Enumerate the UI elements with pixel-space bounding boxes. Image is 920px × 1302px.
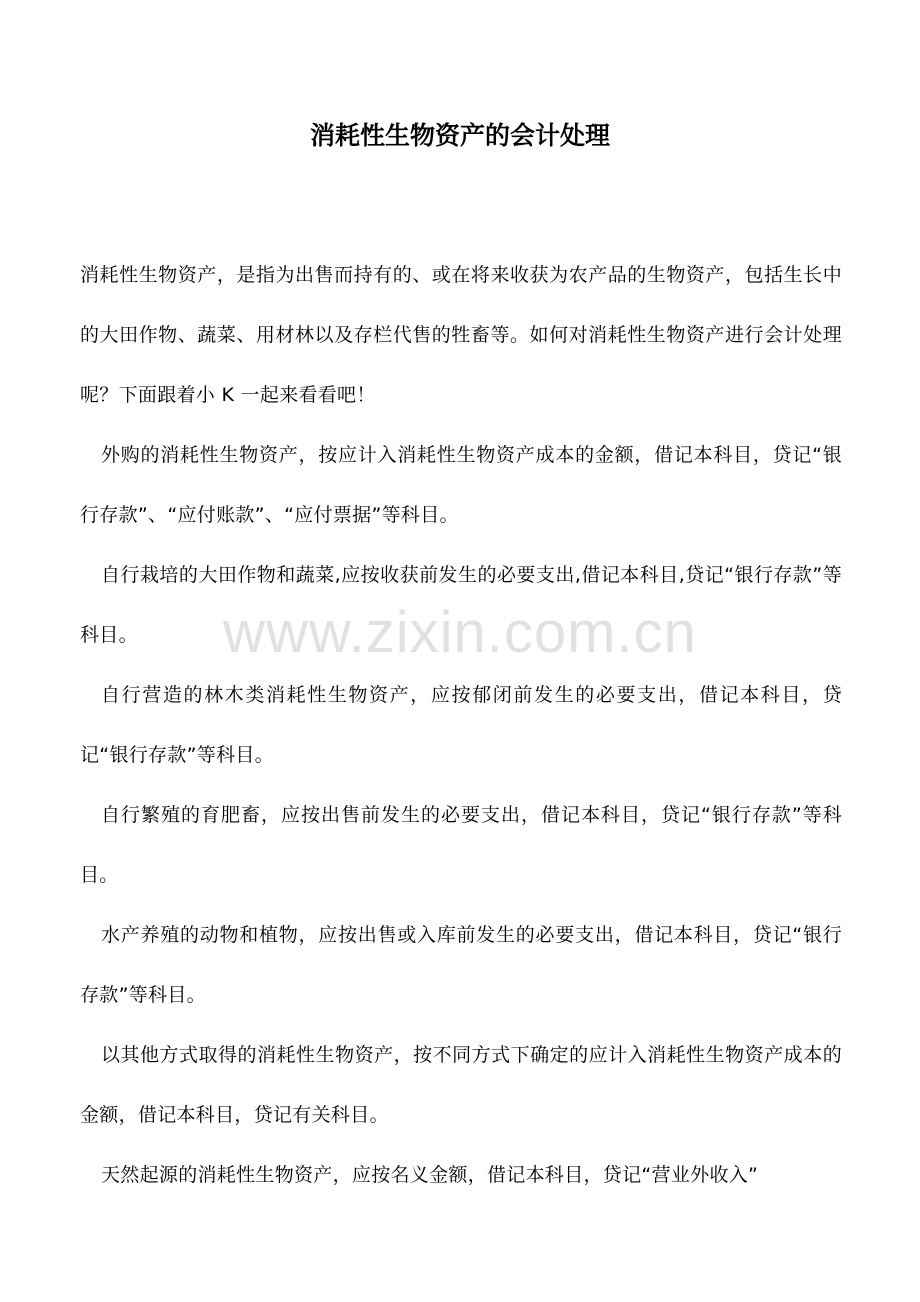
paragraph-intro: 消耗性生物资产，是指为出售而持有的、或在将来收获为农产品的生物资产，包括生长中的大田作物、蔬菜、用材林以及存栏代售的牲畜等。如何对消耗性生物资产进行会计处理呢？下面跟着小 K 一起来看看吧！ bbox=[80, 264, 842, 406]
watermark: www.zixin.com.cn bbox=[223, 600, 697, 665]
document-title: 消耗性生物资产的会计处理 bbox=[309, 121, 610, 150]
paragraph-purchased: 外购的消耗性生物资产，按应计入消耗性生物资产成本的金额，借记本科目，贷记“银行存款”、“应付账款”、“应付票据”等科目。 bbox=[80, 444, 842, 526]
paragraph-livestock: 自行繁殖的育肥畜，应按出售前发生的必要支出，借记本科目，贷记“银行存款”等科目。 bbox=[80, 804, 842, 886]
paragraph-aquaculture: 水产养殖的动物和植物，应按出售或入库前发生的必要支出，借记本科目，贷记“银行存款”等科目。 bbox=[80, 924, 842, 1006]
paragraph-natural-origin: 天然起源的消耗性生物资产，应按名义金额，借记本科目，贷记“营业外收入” bbox=[101, 1164, 759, 1186]
paragraph-other-methods: 以其他方式取得的消耗性生物资产，按不同方式下确定的应计入消耗性生物资产成本的金额，借记本科目，贷记有关科目。 bbox=[80, 1044, 842, 1126]
paragraph-crops: 自行栽培的大田作物和蔬菜,应按收获前发生的必要支出,借记本科目,贷记“银行存款”等科目。 bbox=[80, 564, 842, 646]
paragraph-forest: 自行营造的林木类消耗性生物资产，应按郁闭前发生的必要支出，借记本科目，贷记“银行存款”等科目。 bbox=[80, 684, 842, 766]
document-body bbox=[80, 245, 842, 1205]
